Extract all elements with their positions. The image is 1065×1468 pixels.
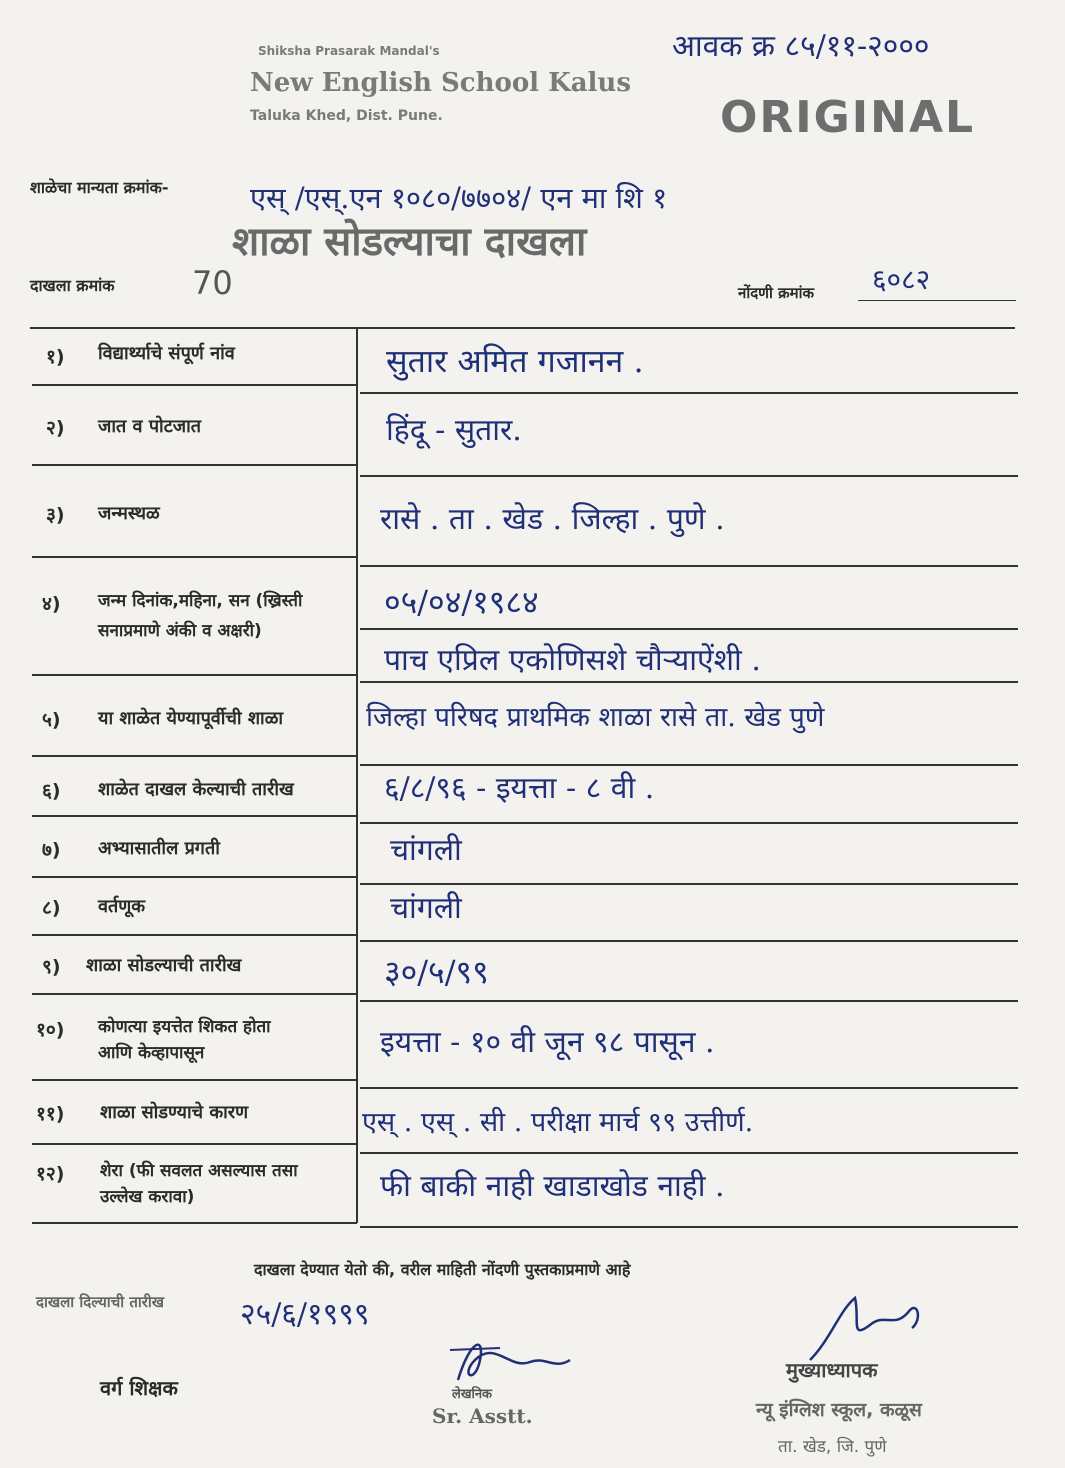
register-number: ६०८२ (872, 263, 931, 296)
school-address-stamp: Taluka Khed, Dist. Pune. (250, 108, 443, 124)
recognition-label: शाळेचा मान्यता क्रमांक- (30, 178, 169, 197)
current-class-label-line2: आणि केव्हापासून (98, 1043, 205, 1063)
birthdate-words: पाच एप्रिल एकोणिसशे चौऱ्याऐंशी . (384, 643, 761, 678)
birthdate-label: जन्म दिनांक,महिना, सन (ख्रिस्ती (98, 591, 303, 611)
birthplace-label: जन्मस्थळ (98, 503, 160, 524)
row-number: ८) (42, 897, 61, 919)
form-title: शाळा सोडल्याचा दाखला (232, 219, 587, 265)
row-number: ११) (36, 1103, 65, 1125)
row-number: १) (46, 346, 65, 368)
row-number: ७) (42, 839, 61, 861)
row-number: १२) (36, 1163, 65, 1185)
certificate-number-label: दाखला क्रमांक (30, 276, 115, 295)
row-number: ९) (42, 956, 61, 978)
student-name-label: विद्यार्थ्याचे संपूर्ण नांव (98, 343, 235, 364)
headmaster-title: मुख्याध्यापक (786, 1358, 878, 1382)
admission-date-label: शाळेत दाखल केल्याची तारीख (98, 779, 294, 800)
conduct-label: वर्तणूक (98, 896, 146, 917)
inward-number: आवक क्र ८५/११-२००० (672, 29, 930, 64)
student-name-value: सुतार अमित गजानन . (386, 342, 644, 380)
certify-text: दाखला देण्यात येतो की, वरील माहिती नोंदणी पुस्तकाप्रमाणे आहे (254, 1260, 631, 1279)
progress-value: चांगली (390, 833, 462, 868)
birthplace-value: रासे . ता . खेड . जिल्हा . पुणे . (380, 502, 725, 537)
table-divider (356, 327, 358, 1223)
birthdate-label-line2: सनाप्रमाणे अंकी व अक्षरी) (98, 621, 262, 641)
row-number: ४) (42, 593, 61, 615)
leaving-date-value: ३०/५/९९ (384, 953, 489, 991)
caste-value: हिंदू - सुतार. (386, 413, 522, 448)
clerk-title: लेखनिक (452, 1387, 493, 1402)
remarks-label-line2: उल्लेख करावा) (100, 1187, 195, 1207)
conduct-value: चांगली (390, 891, 462, 926)
school-name-stamp: New English School Kalus (250, 68, 631, 98)
school-stamp: न्यू इंग्लिश स्कूल, कळूस (756, 1399, 922, 1421)
previous-school-value: जिल्हा परिषद प्राथमिक शाळा रासे ता. खेड पुणे (366, 702, 825, 733)
stamp-place: ता. खेड, जि. पुणे (778, 1437, 887, 1457)
row-number: ३) (46, 504, 65, 526)
leaving-date-label: शाळा सोडल्याची तारीख (86, 955, 242, 976)
current-class-value: इयत्ता - १० वी जून ९८ पासून . (380, 1025, 715, 1060)
previous-school-label: या शाळेत येण्यापूर्वीची शाळा (98, 708, 284, 729)
certificate-number: 70 (192, 264, 233, 302)
row-number: १०) (36, 1019, 65, 1041)
remarks-label: शेरा (फी सवलत असल्यास तसा (100, 1161, 298, 1181)
row-number: ६) (42, 780, 61, 802)
class-teacher: वर्ग शिक्षक (100, 1376, 178, 1400)
register-number-label: नोंदणी क्रमांक (738, 284, 815, 302)
recognition-number: एस् /एस्.एन १०८०/७७०४/ एन मा शि १ (250, 181, 668, 215)
birthdate-figures: ०५/०४/१९८४ (384, 583, 539, 621)
row-number: ५) (42, 709, 61, 731)
row-number: २) (46, 417, 65, 439)
register-underline (858, 300, 1016, 301)
remarks-value: फी बाकी नाही खाडाखोड नाही . (380, 1169, 725, 1204)
caste-label: जात व पोटजात (98, 416, 202, 437)
clerk-stamp: Sr. Asstt. (432, 1404, 533, 1428)
current-class-label: कोणत्या इयत्तेत शिकत होता (98, 1017, 271, 1037)
issue-date-value: २५/६/१९९९ (240, 1297, 370, 1332)
leaving-reason-label: शाळा सोडण्याचे कारण (100, 1102, 249, 1123)
admission-date-value: ६/८/९६ - इयत्ता - ८ वी . (384, 771, 655, 806)
leaving-reason-value: एस् . एस् . सी . परीक्षा मार्च ९९ उत्तीर्ण. (362, 1107, 754, 1138)
school-society: Shiksha Prasarak Mandal's (258, 44, 440, 58)
issue-date-label: दाखला दिल्याची तारीख (36, 1293, 165, 1311)
original-stamp: ORIGINAL (720, 92, 976, 143)
progress-label: अभ्यासातील प्रगती (98, 838, 220, 859)
